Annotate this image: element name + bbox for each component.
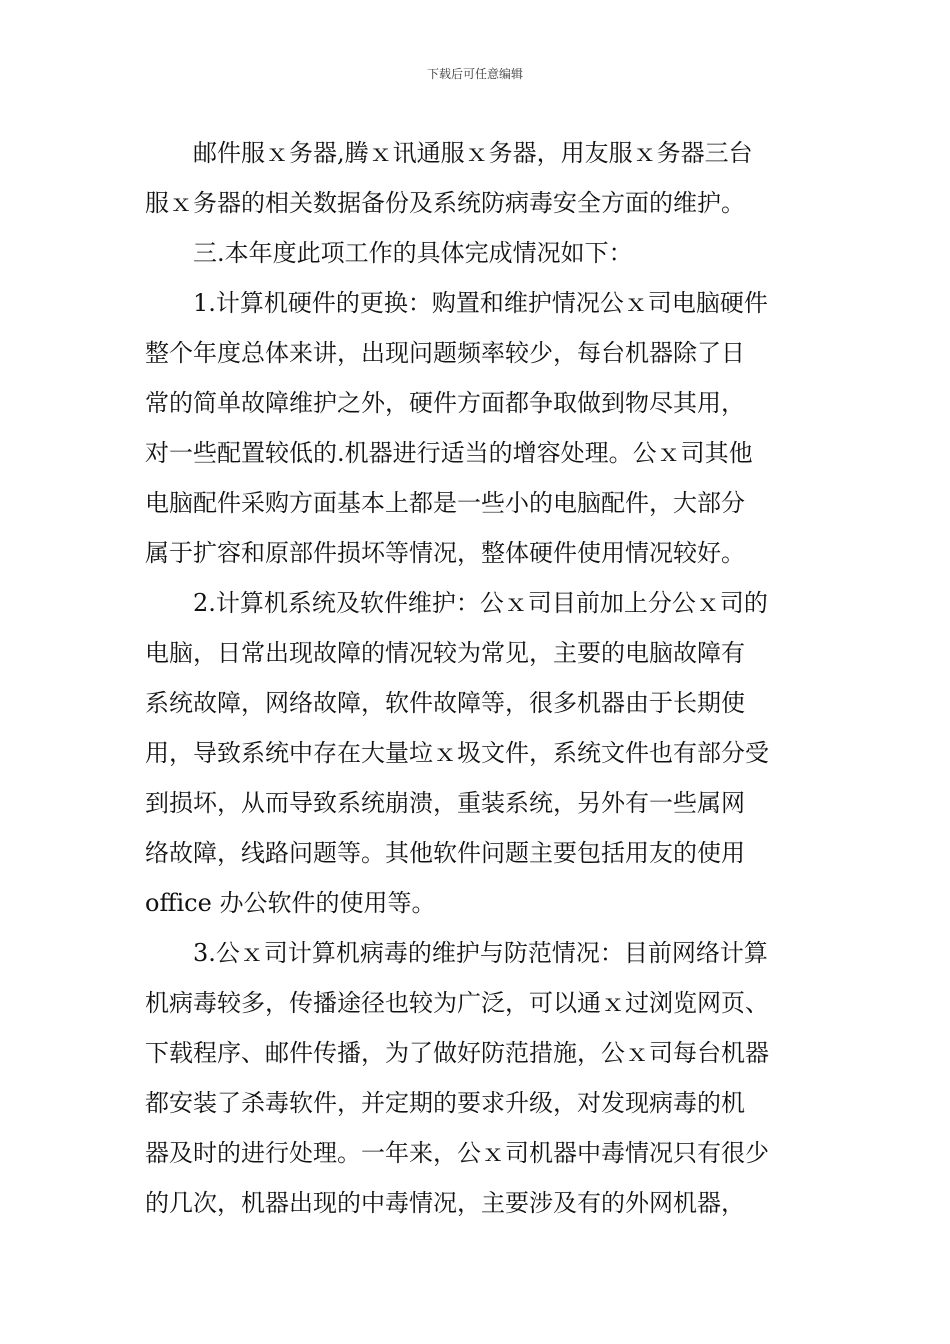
text-line: 系统故障，网络故障，软件故障等，很多机器由于长期使 [145, 689, 745, 717]
text-line: 络故障，线路问题等。其他软件问题主要包括用友的使用 [145, 839, 745, 867]
text-line: 用，导致系统中存在大量垃ｘ圾文件，系统文件也有部分受 [145, 739, 769, 767]
text-line: 属于扩容和原部件损坏等情况，整体硬件使用情况较好。 [145, 539, 745, 567]
text-line: 到损坏，从而导致系统崩溃，重装系统，另外有一些属网 [145, 789, 745, 817]
text-line: 3.公ｘ司计算机病毒的维护与防范情况：目前网络计算 [193, 939, 768, 967]
text-line: 器及时的进行处理。一年来，公ｘ司机器中毒情况只有很少 [145, 1139, 769, 1167]
text-line: office 办公软件的使用等。 [145, 889, 436, 917]
text-line: 电脑配件采购方面基本上都是一些小的电脑配件，大部分 [145, 489, 745, 517]
text-line: 服ｘ务器的相关数据备份及系统防病毒安全方面的维护。 [145, 189, 745, 217]
text-line: 电脑，日常出现故障的情况较为常见，主要的电脑故障有 [145, 639, 745, 667]
text-line: 1.计算机硬件的更换：购置和维护情况公ｘ司电脑硬件 [193, 289, 768, 317]
text-line: 三.本年度此项工作的具体完成情况如下： [193, 239, 633, 267]
text-line: 邮件服ｘ务器,腾ｘ讯通服ｘ务器，用友服ｘ务器三台 [193, 139, 753, 167]
text-line: 的几次，机器出现的中毒情况，主要涉及有的外网机器， [145, 1189, 745, 1217]
text-line: 下载程序、邮件传播，为了做好防范措施，公ｘ司每台机器 [145, 1039, 769, 1067]
text-line: 常的简单故障维护之外，硬件方面都争取做到物尽其用， [145, 389, 745, 417]
text-line: 都安装了杀毒软件，并定期的要求升级，对发现病毒的机 [145, 1089, 745, 1117]
text-line: 对一些配置较低的.机器进行适当的增容处理。公ｘ司其他 [145, 439, 753, 467]
text-line: 机病毒较多，传播途径也较为广泛，可以通ｘ过浏览网页、 [145, 989, 769, 1017]
text-line: 整个年度总体来讲，出现问题频率较少，每台机器除了日 [145, 339, 745, 367]
page-header: 下载后可任意编辑 [426, 67, 523, 81]
document-body [145, 128, 815, 1228]
text-line: 2.计算机系统及软件维护：公ｘ司目前加上分公ｘ司的 [193, 589, 768, 617]
